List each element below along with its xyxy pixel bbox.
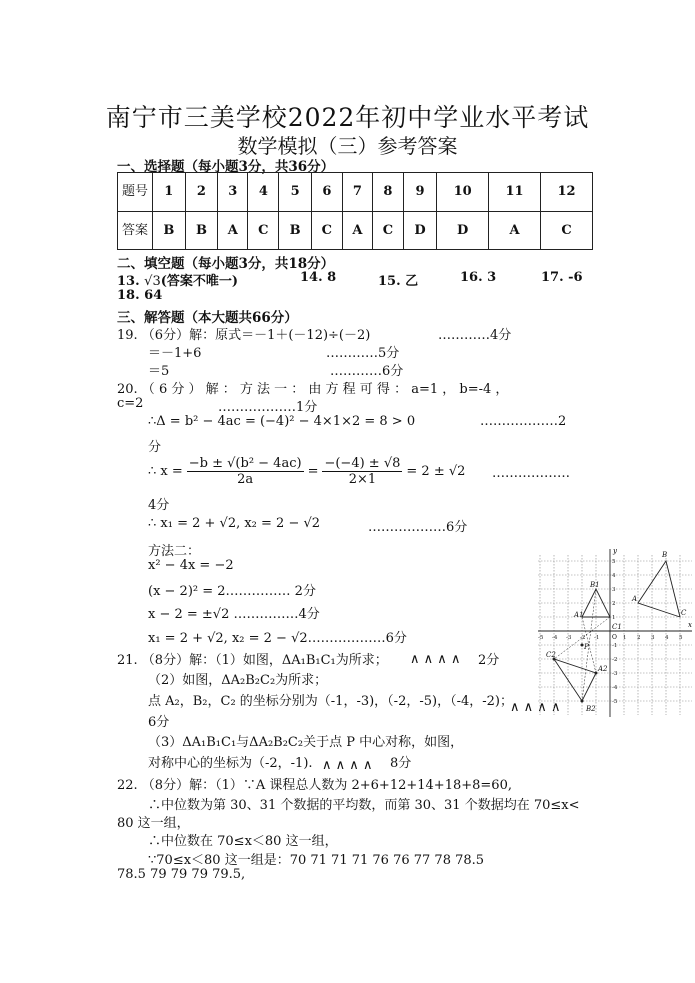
q19-score1: …………4分 (438, 328, 512, 343)
table-cell: 5 (279, 173, 312, 212)
y-tick: 4 (612, 573, 616, 579)
q20-frac2-den: 2×1 (348, 472, 377, 487)
coordinate-graph (538, 545, 694, 720)
q20-score1: ………………1分 (218, 400, 318, 415)
table-cell: 1 (153, 173, 186, 212)
label-a1: A1 (574, 611, 584, 619)
row-label-answer: 答案 (118, 211, 153, 250)
x-axis-label: x (688, 621, 692, 629)
table-cell: 8 (372, 173, 403, 212)
y-tick-labels (612, 559, 618, 705)
q19-line2: ＝－1+6 (148, 346, 202, 361)
q20-line1: 20. （ 6 分 ） 解 ： 方 法 一 ： 由 方 程 可 得 ： a=1 ， b=-4 ， (117, 382, 509, 397)
q20-score2: ………………2 (480, 414, 567, 429)
section2-heading: 二、填空题（每小题3分，共18分） (117, 256, 335, 272)
q20-frac1-num: −b ± √(b² − 4ac) (188, 456, 302, 471)
q20-fraction1 (187, 456, 304, 487)
q22-line3: 80 这一组， (117, 816, 190, 831)
table-cell: 7 (342, 173, 372, 212)
triangle-a2b2c2 (554, 659, 596, 701)
fill-q16: 16. 3 (460, 270, 497, 285)
q20-m2-line4: x₁ = 2 + √2, x₂ = 2 − √2………………6分 (148, 631, 407, 646)
q21-score6: 8分 (390, 756, 412, 771)
table-cell: 3 (218, 173, 248, 212)
x-tick: 1 (623, 635, 627, 641)
q22-line1: 22. （8分）解：（1）∵A 课程总人数为 2+6+12+14+18+8=60, (117, 778, 512, 793)
row-label-number: 题号 (118, 173, 153, 212)
table-cell: B (185, 211, 218, 250)
table-cell: C (311, 211, 342, 250)
q20-score4: ………………6分 (368, 520, 468, 535)
q21-line5: （3）ΔA₁B₁C₁与ΔA₂B₂C₂关于点 P 中心对称，如图， (148, 735, 464, 750)
x-tick: 3 (651, 635, 655, 641)
x-tick: -3 (566, 635, 572, 641)
q13-number: 13. (117, 274, 140, 289)
fill-q18: 18. 64 (117, 288, 163, 303)
q21-score1-dots: ∧ ∧ ∧ ∧ (410, 652, 461, 667)
x-tick: 4 (665, 635, 669, 641)
table-cell: D (403, 211, 436, 250)
q20-roots: ∴ x₁ = 2 + √2, x₂ = 2 − √2 (148, 516, 321, 531)
x-tick: -2 (580, 635, 586, 641)
q21-line3: 点 A₂，B₂，C₂ 的坐标分别为（-1，-3)，（-2，-5)，（-4，-2)； (148, 694, 513, 709)
label-b1: B1 (590, 581, 600, 589)
label-b2: B2 (586, 705, 596, 713)
q13-note: (答案不唯一) (160, 274, 239, 289)
table-cell: 2 (185, 173, 218, 212)
y-tick: -3 (612, 671, 618, 677)
q21-score6-dots: ∧ ∧ ∧ ∧ (322, 758, 373, 773)
table-cell: 4 (248, 173, 279, 212)
y-tick: -1 (612, 643, 618, 649)
q13-answer: √3 (144, 274, 161, 289)
q22-line2: ∴中位数为第 30、31 个数据的平均数，而第 30、31 个数据均在 70≤x< (148, 798, 580, 813)
label-p: P (584, 643, 589, 651)
q20-x-prefix: ∴ x = (148, 464, 183, 479)
q20-fraction2 (322, 456, 402, 487)
table-cell: 6 (311, 173, 342, 212)
fill-q13 (117, 270, 238, 289)
point-b2 (581, 700, 584, 703)
q20-frac1-den: 2a (237, 472, 254, 487)
table-cell: B (279, 211, 312, 250)
label-c: C (681, 609, 687, 617)
q21-score3-dots: ∧ ∧ ∧ ∧ (510, 700, 561, 715)
label-a: A (632, 595, 638, 603)
q21-line4: 6分 (148, 715, 170, 730)
y-tick: -5 (612, 699, 618, 705)
label-a2: A2 (598, 665, 608, 673)
y-tick: -4 (612, 685, 618, 691)
table-cell: 10 (437, 173, 489, 212)
q19-score3: …………6分 (330, 364, 404, 379)
table-cell: B (153, 211, 186, 250)
y-axis-label: y (613, 547, 617, 555)
q19-line1: 19. （6分）解：原式＝－1＋(－12)÷(－2) (117, 328, 371, 343)
q20-score3b: 4分 (148, 498, 170, 513)
table-cell: C (372, 211, 403, 250)
q20-fen: 分 (148, 440, 162, 455)
table-cell: D (437, 211, 489, 250)
table-cell: 11 (489, 173, 541, 212)
q22-line4: ∴中位数在 70≤x＜80 这一组， (148, 834, 338, 849)
y-tick: 3 (612, 587, 616, 593)
q20-score3: ……………… (492, 466, 570, 481)
symmetry-line (554, 617, 610, 659)
q21-line6: 对称中心的坐标为（-2，-1). (148, 756, 313, 771)
x-tick: 5 (679, 635, 683, 641)
page-title: 南宁市三美学校2022年初中学业水平考试 (105, 103, 590, 132)
q19-score2: …………5分 (326, 346, 400, 361)
answer-table (117, 172, 593, 250)
q21-line2: （2）如图，ΔA₂B₂C₂为所求； (148, 673, 328, 688)
x-tick: -4 (552, 635, 558, 641)
table-cell: A (489, 211, 541, 250)
q20-line2: c=2 (117, 396, 144, 411)
section1-heading: 一、选择题（每小题3分，共36分） (117, 159, 335, 175)
table-cell: 9 (403, 173, 436, 212)
y-tick: 1 (612, 615, 616, 621)
fill-q17: 17. -6 (541, 270, 583, 285)
x-tick: -1 (594, 635, 600, 641)
x-tick: 2 (637, 635, 641, 641)
label-c2: C2 (546, 651, 556, 659)
fill-q15: 15. 乙 (378, 274, 419, 289)
q20-result: = 2 ± √2 (406, 464, 466, 479)
y-tick: -2 (612, 657, 618, 663)
x-tick-labels (538, 635, 683, 641)
section3-heading: 三、解答题（本大题共66分） (117, 310, 298, 326)
q20-m2-line2: (x − 2)² = 2…………… 2分 (148, 584, 316, 599)
y-tick: 2 (612, 601, 616, 607)
q20-equals: = (307, 464, 319, 479)
q21-line1: 21. （8分）解：（1）如图，ΔA₁B₁C₁为所求； (117, 653, 388, 668)
label-b: B (662, 551, 668, 559)
table-cell: C (541, 211, 593, 250)
table-cell: A (342, 211, 372, 250)
q20-method2: 方法二： (148, 544, 201, 559)
q20-m2-line1: x² − 4x = −2 (148, 558, 234, 573)
page-subtitle: 数学模拟（三）参考答案 (237, 134, 458, 158)
q22-line6: 78.5 79 79 79 79.5, (117, 867, 246, 882)
label-c1: C1 (612, 623, 622, 631)
table-cell: A (218, 211, 248, 250)
q22-line5: ∵70≤x＜80 这一组是：70 71 71 71 76 76 77 78 78.5 (148, 853, 485, 868)
q20-m2-line3: x − 2 = ±√2 ……………4分 (148, 607, 320, 622)
q19-line3: ＝5 (148, 364, 170, 379)
fill-q14: 14. 8 (300, 270, 337, 285)
origin-label: O (612, 634, 617, 641)
q20-formula (148, 456, 465, 487)
table-cell: 12 (541, 173, 593, 212)
y-tick: 5 (612, 559, 616, 565)
q20-frac2-num: −(−4) ± √8 (324, 456, 401, 471)
q21-score1: 2分 (478, 653, 500, 668)
x-tick: -5 (538, 635, 544, 641)
q20-delta: ∴Δ = b² − 4ac = (−4)² − 4×1×2 = 8 > 0 (148, 414, 416, 429)
table-cell: C (248, 211, 279, 250)
